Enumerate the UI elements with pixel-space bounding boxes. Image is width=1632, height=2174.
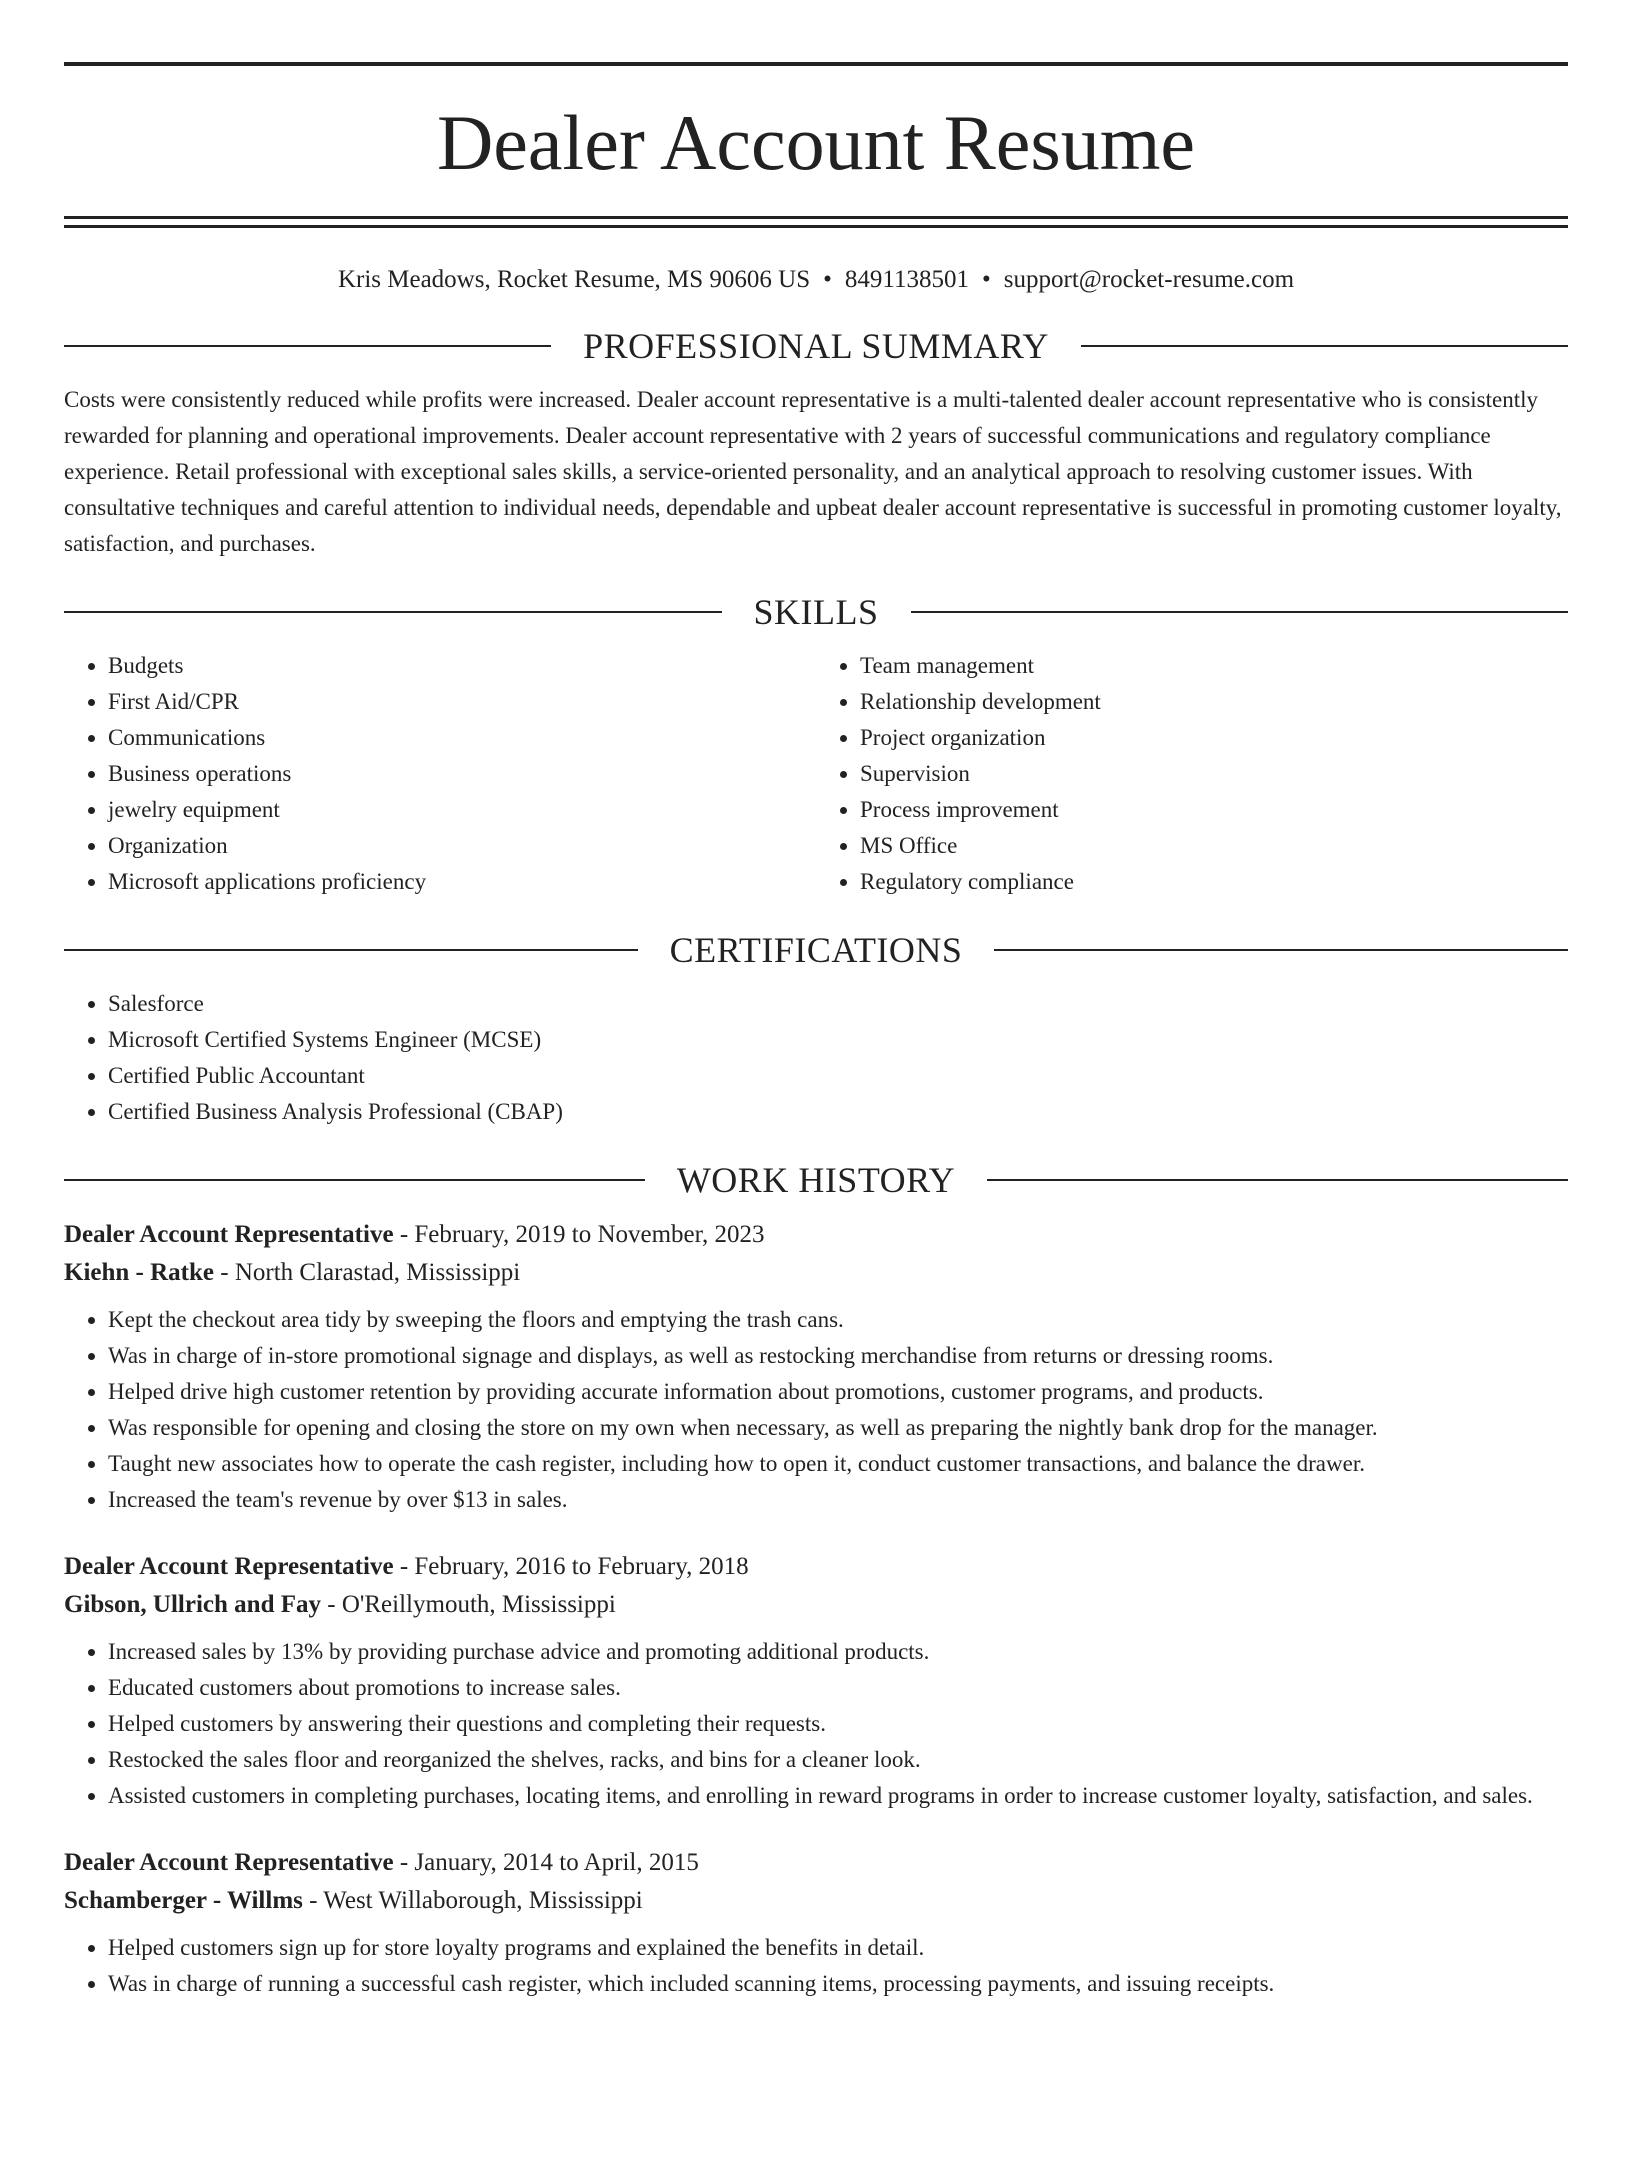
resume-page xyxy=(0,62,1632,2174)
job-location: - West Willaborough, Mississippi xyxy=(302,1887,643,1914)
job-company-line xyxy=(64,1254,1568,1292)
list-item: • Was in charge of running a successful cash register, which included scanning items, processing payments, and issuing receipts. xyxy=(108,1966,1568,2002)
job-dates: - February, 2016 to February, 2018 xyxy=(393,1553,749,1580)
section-rule xyxy=(987,1179,1568,1181)
job-title: Dealer Account Representative xyxy=(64,1553,394,1580)
list-item: • Supervision xyxy=(860,756,1568,792)
skills-columns xyxy=(64,648,1568,900)
job-company: Schamberger - Willms xyxy=(64,1887,303,1914)
list-item: • Certified Public Accountant xyxy=(108,1058,1568,1094)
section-rule xyxy=(994,949,1568,951)
list-item: • jewelry equipment xyxy=(108,792,816,828)
job-dates: - January, 2014 to April, 2015 xyxy=(393,1849,699,1876)
job-bullets xyxy=(64,1634,1568,1814)
list-item: • MS Office xyxy=(860,828,1568,864)
list-item: • Increased sales by 13% by providing purchase advice and promoting additional products. xyxy=(108,1634,1568,1670)
job-company: Kiehn - Ratke xyxy=(64,1259,214,1286)
job-dates: - February, 2019 to November, 2023 xyxy=(393,1221,765,1248)
job-location: - North Clarastad, Mississippi xyxy=(214,1259,521,1286)
work-heading: WORK HISTORY xyxy=(676,1160,956,1200)
list-item: • Certified Business Analysis Professional (CBAP) xyxy=(108,1094,1568,1130)
section-rule xyxy=(64,949,638,951)
job-bullets xyxy=(64,1930,1568,2002)
list-item: • Taught new associates how to operate the cash register, including how to open it, conduct customer transactions, and balance the drawer. xyxy=(108,1446,1568,1482)
job-title-line xyxy=(64,1216,1568,1254)
job-company-line xyxy=(64,1586,1568,1624)
job-entry xyxy=(64,1844,1568,2002)
summary-heading: PROFESSIONAL SUMMARY xyxy=(583,326,1049,366)
list-item: • First Aid/CPR xyxy=(108,684,816,720)
skills-list-left xyxy=(64,648,816,900)
job-title: Dealer Account Representative xyxy=(64,1849,394,1876)
list-item: • Salesforce xyxy=(108,986,1568,1022)
job-company: Gibson, Ullrich and Fay xyxy=(64,1591,321,1618)
summary-section-header xyxy=(64,324,1568,368)
contact-phone: 8491138501 xyxy=(844,266,969,293)
summary-text: Costs were consistently reduced while profits were increased. Dealer account representative is a multi-talented dealer account representative who is consistently rewarded for planning and operational improvements. Dealer account representative with 2 years of successful communications and regulatory compliance experience. Retail professional with exceptional sales skills, a service-oriented personality, and an analytical approach to resolving customer issues. With consultative techniques and careful attention to individual needs, dependable and upbeat dealer account representative is successful in promoting customer loyalty, satisfaction, and purchases. xyxy=(64,387,1562,556)
title-double-rule xyxy=(64,216,1568,228)
section-rule xyxy=(64,611,722,613)
list-item: • Budgets xyxy=(108,648,816,684)
list-item: • Helped customers by answering their questions and completing their requests. xyxy=(108,1706,1568,1742)
job-title-line xyxy=(64,1844,1568,1882)
job-title-line xyxy=(64,1548,1568,1586)
list-item: • Microsoft applications proficiency xyxy=(108,864,816,900)
page-title: Dealer Account Resume xyxy=(436,99,1196,186)
skills-heading: SKILLS xyxy=(753,592,879,632)
contact-address: Kris Meadows, Rocket Resume, MS 90606 US xyxy=(337,266,811,293)
section-rule xyxy=(911,611,1569,613)
list-item: • Business operations xyxy=(108,756,816,792)
list-item: • Helped drive high customer retention by providing accurate information about promotions, customer programs, and products. xyxy=(108,1374,1568,1410)
section-rule xyxy=(1081,345,1568,347)
section-rule xyxy=(64,345,551,347)
list-item: • Microsoft Certified Systems Engineer (MCSE) xyxy=(108,1022,1568,1058)
list-item: • Educated customers about promotions to increase sales. xyxy=(108,1670,1568,1706)
contact-separator: • xyxy=(823,266,832,293)
contact-email: support@rocket-resume.com xyxy=(1003,266,1295,293)
list-item: • Was responsible for opening and closing the store on my own when necessary, as well as preparing the nightly bank drop for the manager. xyxy=(108,1410,1568,1446)
skills-list-right xyxy=(816,648,1568,900)
list-item: • Assisted customers in completing purchases, locating items, and enrolling in reward programs in order to increase customer loyalty, satisfaction, and sales. xyxy=(108,1778,1568,1814)
top-rule xyxy=(64,62,1568,66)
certifications-list xyxy=(64,986,1568,1130)
certifications-section-header xyxy=(64,928,1568,972)
list-item: • Communications xyxy=(108,720,816,756)
list-item: • Increased the team's revenue by over $13 in sales. xyxy=(108,1482,1568,1518)
list-item: • Helped customers sign up for store loyalty programs and explained the benefits in detail. xyxy=(108,1930,1568,1966)
list-item: • Regulatory compliance xyxy=(860,864,1568,900)
certifications-heading: CERTIFICATIONS xyxy=(669,930,963,970)
list-item: • Was in charge of in-store promotional signage and displays, as well as restocking merchandise from returns or dressing rooms. xyxy=(108,1338,1568,1374)
list-item: • Project organization xyxy=(860,720,1568,756)
list-item: • Relationship development xyxy=(860,684,1568,720)
job-entry xyxy=(64,1216,1568,1518)
job-bullets xyxy=(64,1302,1568,1518)
list-item: • Organization xyxy=(108,828,816,864)
list-item: • Restocked the sales floor and reorganized the shelves, racks, and bins for a cleaner look. xyxy=(108,1742,1568,1778)
skills-section-header xyxy=(64,590,1568,634)
section-rule xyxy=(64,1179,645,1181)
list-item: • Kept the checkout area tidy by sweeping the floors and emptying the trash cans. xyxy=(108,1302,1568,1338)
contact-separator: • xyxy=(982,266,991,293)
list-item: • Team management xyxy=(860,648,1568,684)
job-location: - O'Reillymouth, Mississippi xyxy=(321,1591,616,1618)
job-company-line xyxy=(64,1882,1568,1920)
list-item: • Process improvement xyxy=(860,792,1568,828)
work-history-list xyxy=(64,1216,1568,2002)
work-section-header xyxy=(64,1158,1568,1202)
contact-line xyxy=(64,264,1568,296)
job-entry xyxy=(64,1548,1568,1814)
job-title: Dealer Account Representative xyxy=(64,1221,394,1248)
